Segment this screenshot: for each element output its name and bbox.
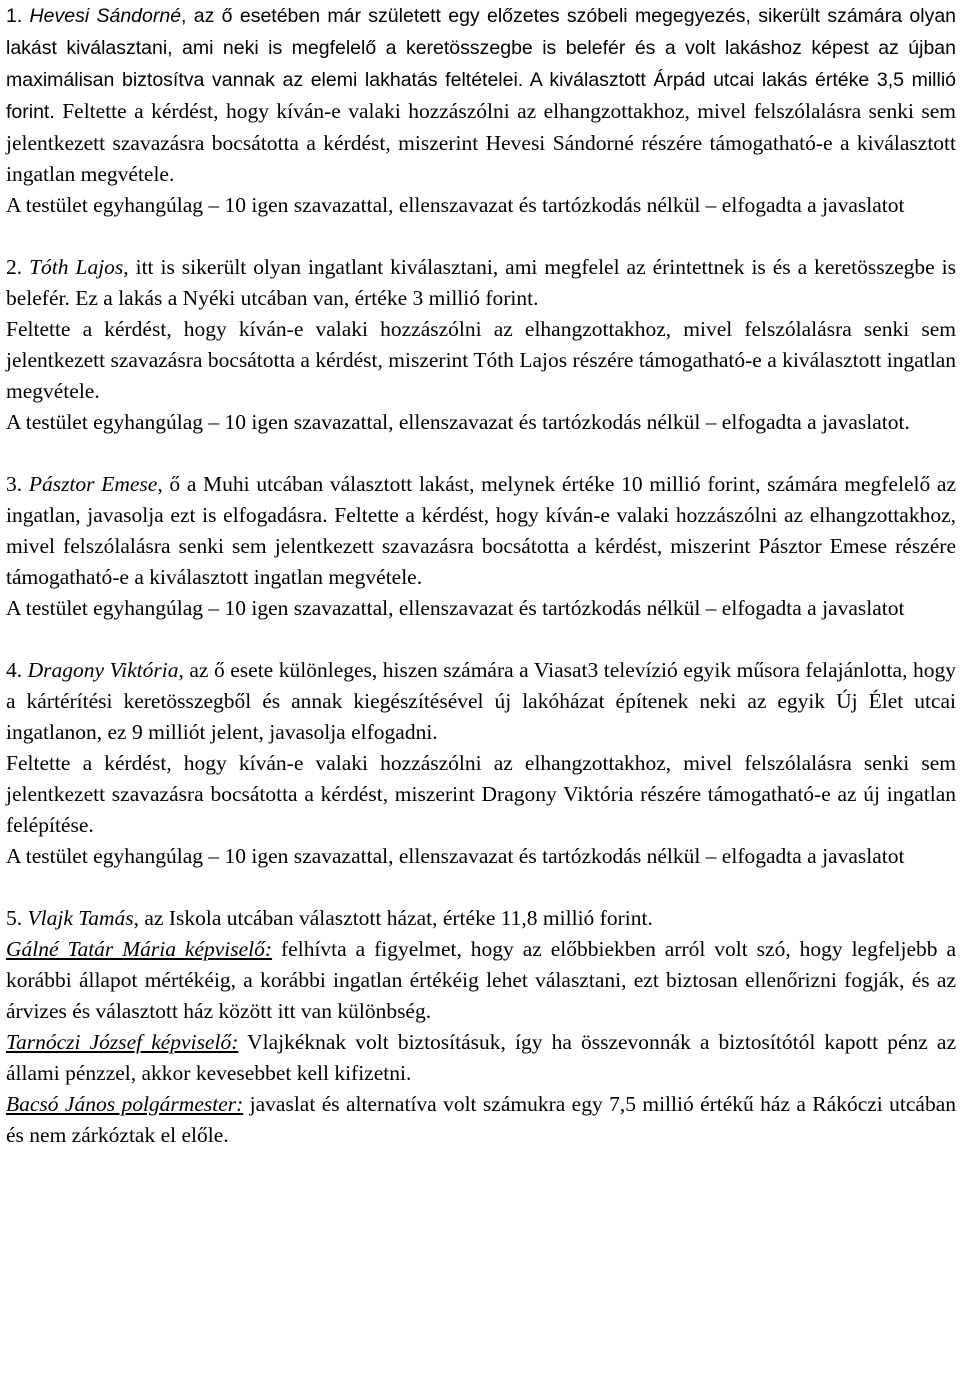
speech-bacso xyxy=(6,1089,956,1151)
section-1-person-name: Hevesi Sándorné xyxy=(29,5,182,27)
section-3-number: 3. xyxy=(6,472,23,496)
section-3-person-name: Pásztor Emese xyxy=(28,472,158,496)
speaker-tarnoczi-jozsef: Tarnóczi József képviselő: xyxy=(6,1030,239,1054)
section-5-person-name: Vlajk Tamás xyxy=(27,906,134,930)
speaker-bacso-janos: Bacsó János polgármester: xyxy=(6,1092,244,1116)
section-2-person-name: Tóth Lajos xyxy=(29,255,124,279)
section-1-number: 1. xyxy=(6,5,23,27)
section-3-intro: , ő a Muhi utcában választott lakást, melynek értéke 10 millió forint, számára megfelelő az ingatlan, javasolja ezt is elfogadásra. Feltette a kérdést, hogy kíván-e valaki hozzászólni az elhangzottakhoz, mivel felszólalásra senki sem jelentkezett szavazásra bocsátotta a kérdést, miszerint Pásztor Emese részére támogatható-e a kiválasztott ingatlan megvétele. xyxy=(6,472,956,589)
speech-tarnoczi xyxy=(6,1027,956,1089)
spacer xyxy=(6,872,956,903)
section-2-intro: , itt is sikerült olyan ingatlant kiválasztani, ami megfelel az érintettnek is és a keretösszegbe is belefér. Ez a lakás a Nyéki utcában van, értéke 3 millió forint. xyxy=(6,255,957,310)
spacer xyxy=(6,438,956,469)
section-4-person-name: Dragony Viktória xyxy=(27,658,179,682)
speech-bacso-text: javaslat és alternatíva volt számukra egy 7,5 millió értékű ház a Rákóczi utcában és nem zárkóztak el előle. xyxy=(6,1092,956,1147)
section-4-paragraph xyxy=(6,655,956,748)
section-2-paragraph xyxy=(6,252,956,314)
document-page xyxy=(6,0,956,1151)
section-5-number: 5. xyxy=(6,906,23,930)
section-1-intro: , az ő esetében már született egy előzetes szóbeli megegyezés, sikerült számára olyan lakást kiválasztani, ami neki is megfelelő a keretösszegbe is belefér és a volt lakáshoz képest az újban maximálisan biztosítva vannak az elemi lakhatás feltételei. A kiválasztott Árpád utcai lakás értéke 3,5 millió forint. xyxy=(6,5,957,123)
section-1-paragraph xyxy=(6,0,956,190)
section-5-paragraph xyxy=(6,903,956,934)
spacer xyxy=(6,221,956,252)
section-2-vote: A testület egyhangúlag – 10 igen szavazattal, ellenszavazat és tartózkodás nélkül – elfogadta a javaslatot. xyxy=(6,410,910,434)
section-4-number: 4. xyxy=(6,658,23,682)
spacer xyxy=(6,624,956,655)
section-3-vote: A testület egyhangúlag – 10 igen szavazattal, ellenszavazat és tartózkodás nélkül – elfogadta a javaslatot xyxy=(6,596,905,620)
speaker-galne-tatar-maria: Gálné Tatár Mária képviselő: xyxy=(6,937,273,961)
speech-galne xyxy=(6,934,956,1027)
speech-tarnoczi-text: Vlajkéknak volt biztosításuk, így ha összevonnák a biztosítótól kapott pénz az állami pénzzel, akkor kevesebbet kell kifizetni. xyxy=(6,1030,956,1085)
section-4-body: Feltette a kérdést, hogy kíván-e valaki hozzászólni az elhangzottakhoz, mivel felszólalásra senki sem jelentkezett szavazásra bocsátotta a kérdést, miszerint Dragony Viktória részére támogatható-e az új ingatlan felépítése. xyxy=(6,751,956,837)
section-2-number: 2. xyxy=(6,255,23,279)
section-5-intro: , az Iskola utcában választott házat, értéke 11,8 millió forint. xyxy=(133,906,653,930)
speech-galne-text: felhívta a figyelmet, hogy az előbbiekben arról volt szó, hogy legfeljebb a korábbi állapot mértékéig, a korábbi ingatlan értékéig lehet választani, ezt biztosan ellenőrizni fogják, és az árvizes és választott ház között itt van különbség. xyxy=(6,937,957,1023)
section-1-body: Feltette a kérdést, hogy kíván-e valaki hozzászólni az elhangzottakhoz, mivel felszólalásra senki sem jelentkezett szavazásra bocsátotta a kérdést, miszerint Hevesi Sándorné részére támogatható-e a kiválasztott ingatlan megvétele. xyxy=(6,99,956,186)
section-1-vote: A testület egyhangúlag – 10 igen szavazattal, ellenszavazat és tartózkodás nélkül – elfogadta a javaslatot xyxy=(6,193,905,217)
section-4-vote: A testület egyhangúlag – 10 igen szavazattal, ellenszavazat és tartózkodás nélkül – elfogadta a javaslatot xyxy=(6,844,905,868)
section-4-intro: , az ő esete különleges, hiszen számára a Viasat3 televízió egyik műsora felajánlotta, hogy a kártérítési keretösszegből és annak kiegészítésével új lakóházat építenek neki az egyik Új Élet utcai ingatlanon, ez 9 milliót jelent, javasolja elfogadni. xyxy=(6,658,956,744)
section-3-paragraph xyxy=(6,469,956,593)
section-2-body: Feltette a kérdést, hogy kíván-e valaki hozzászólni az elhangzottakhoz, mivel felszólalásra senki sem jelentkezett szavazásra bocsátotta a kérdést, miszerint Tóth Lajos részére támogatható-e a kiválasztott ingatlan megvétele. xyxy=(6,317,956,403)
